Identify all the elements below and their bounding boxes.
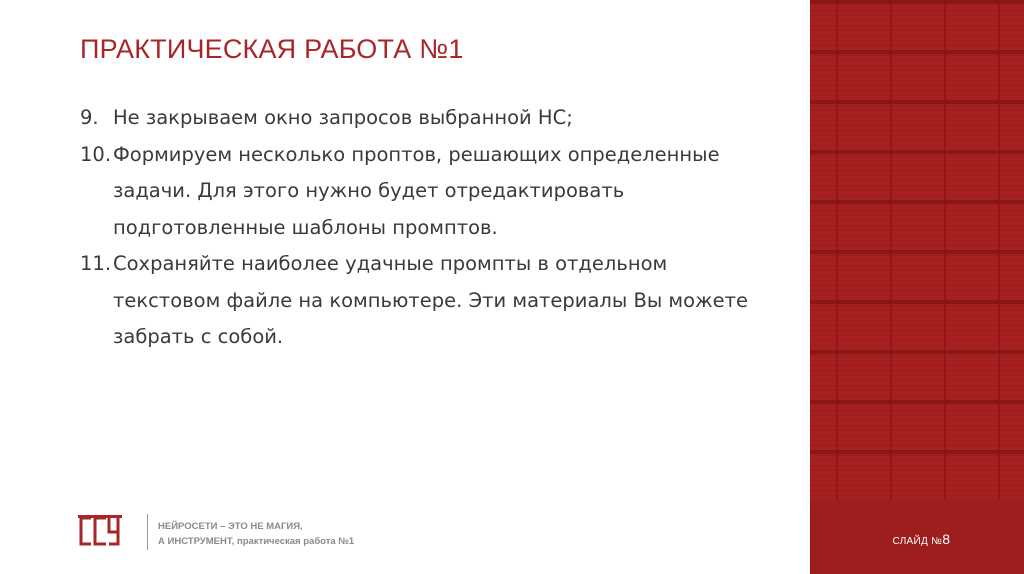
slide-title: ПРАКТИЧЕСКАЯ РАБОТА №1 (80, 34, 464, 64)
footer-line-2 (158, 534, 354, 549)
content-list (80, 100, 780, 356)
footer-line-2-suffix: практическая работа №1 (236, 536, 355, 547)
item-line: подготовленные шаблоны промптов. (113, 215, 498, 239)
item-text (113, 137, 780, 247)
footer-line-2-prefix: А ИНСТРУМЕНТ, (158, 536, 237, 547)
footer-caption (158, 519, 354, 549)
item-line: забрать с собой. (113, 325, 284, 348)
item-number: 10. (80, 142, 112, 166)
slide-number-value: 8 (942, 531, 950, 547)
footer-line-1: НЕЙРОСЕТИ – ЭТО НЕ МАГИЯ, (158, 521, 303, 532)
item-text (113, 100, 780, 137)
list-item (80, 100, 780, 137)
footer-divider (147, 514, 148, 550)
item-number: 9. (80, 106, 99, 129)
item-number: 11. (80, 252, 112, 275)
slide-number-label: СЛАЙД № (892, 536, 943, 547)
slide-number (893, 531, 951, 549)
item-line: задачи. Для этого нужно будет отредактировать (113, 179, 625, 202)
item-line: Сохраняйте наиболее удачные промпты в отдельном (113, 252, 668, 275)
university-logo (78, 515, 122, 547)
decorative-pattern-panel (810, 0, 1024, 500)
item-line: Не закрываем окно запросов выбранной НС; (113, 106, 573, 129)
item-line: текстовом файле на компьютере. Эти материалы Вы можете (113, 288, 748, 312)
list-item (80, 246, 780, 356)
list-item (80, 137, 780, 247)
item-line: Формируем несколько проптов, решающих определенные (113, 142, 720, 166)
item-text (113, 246, 780, 356)
